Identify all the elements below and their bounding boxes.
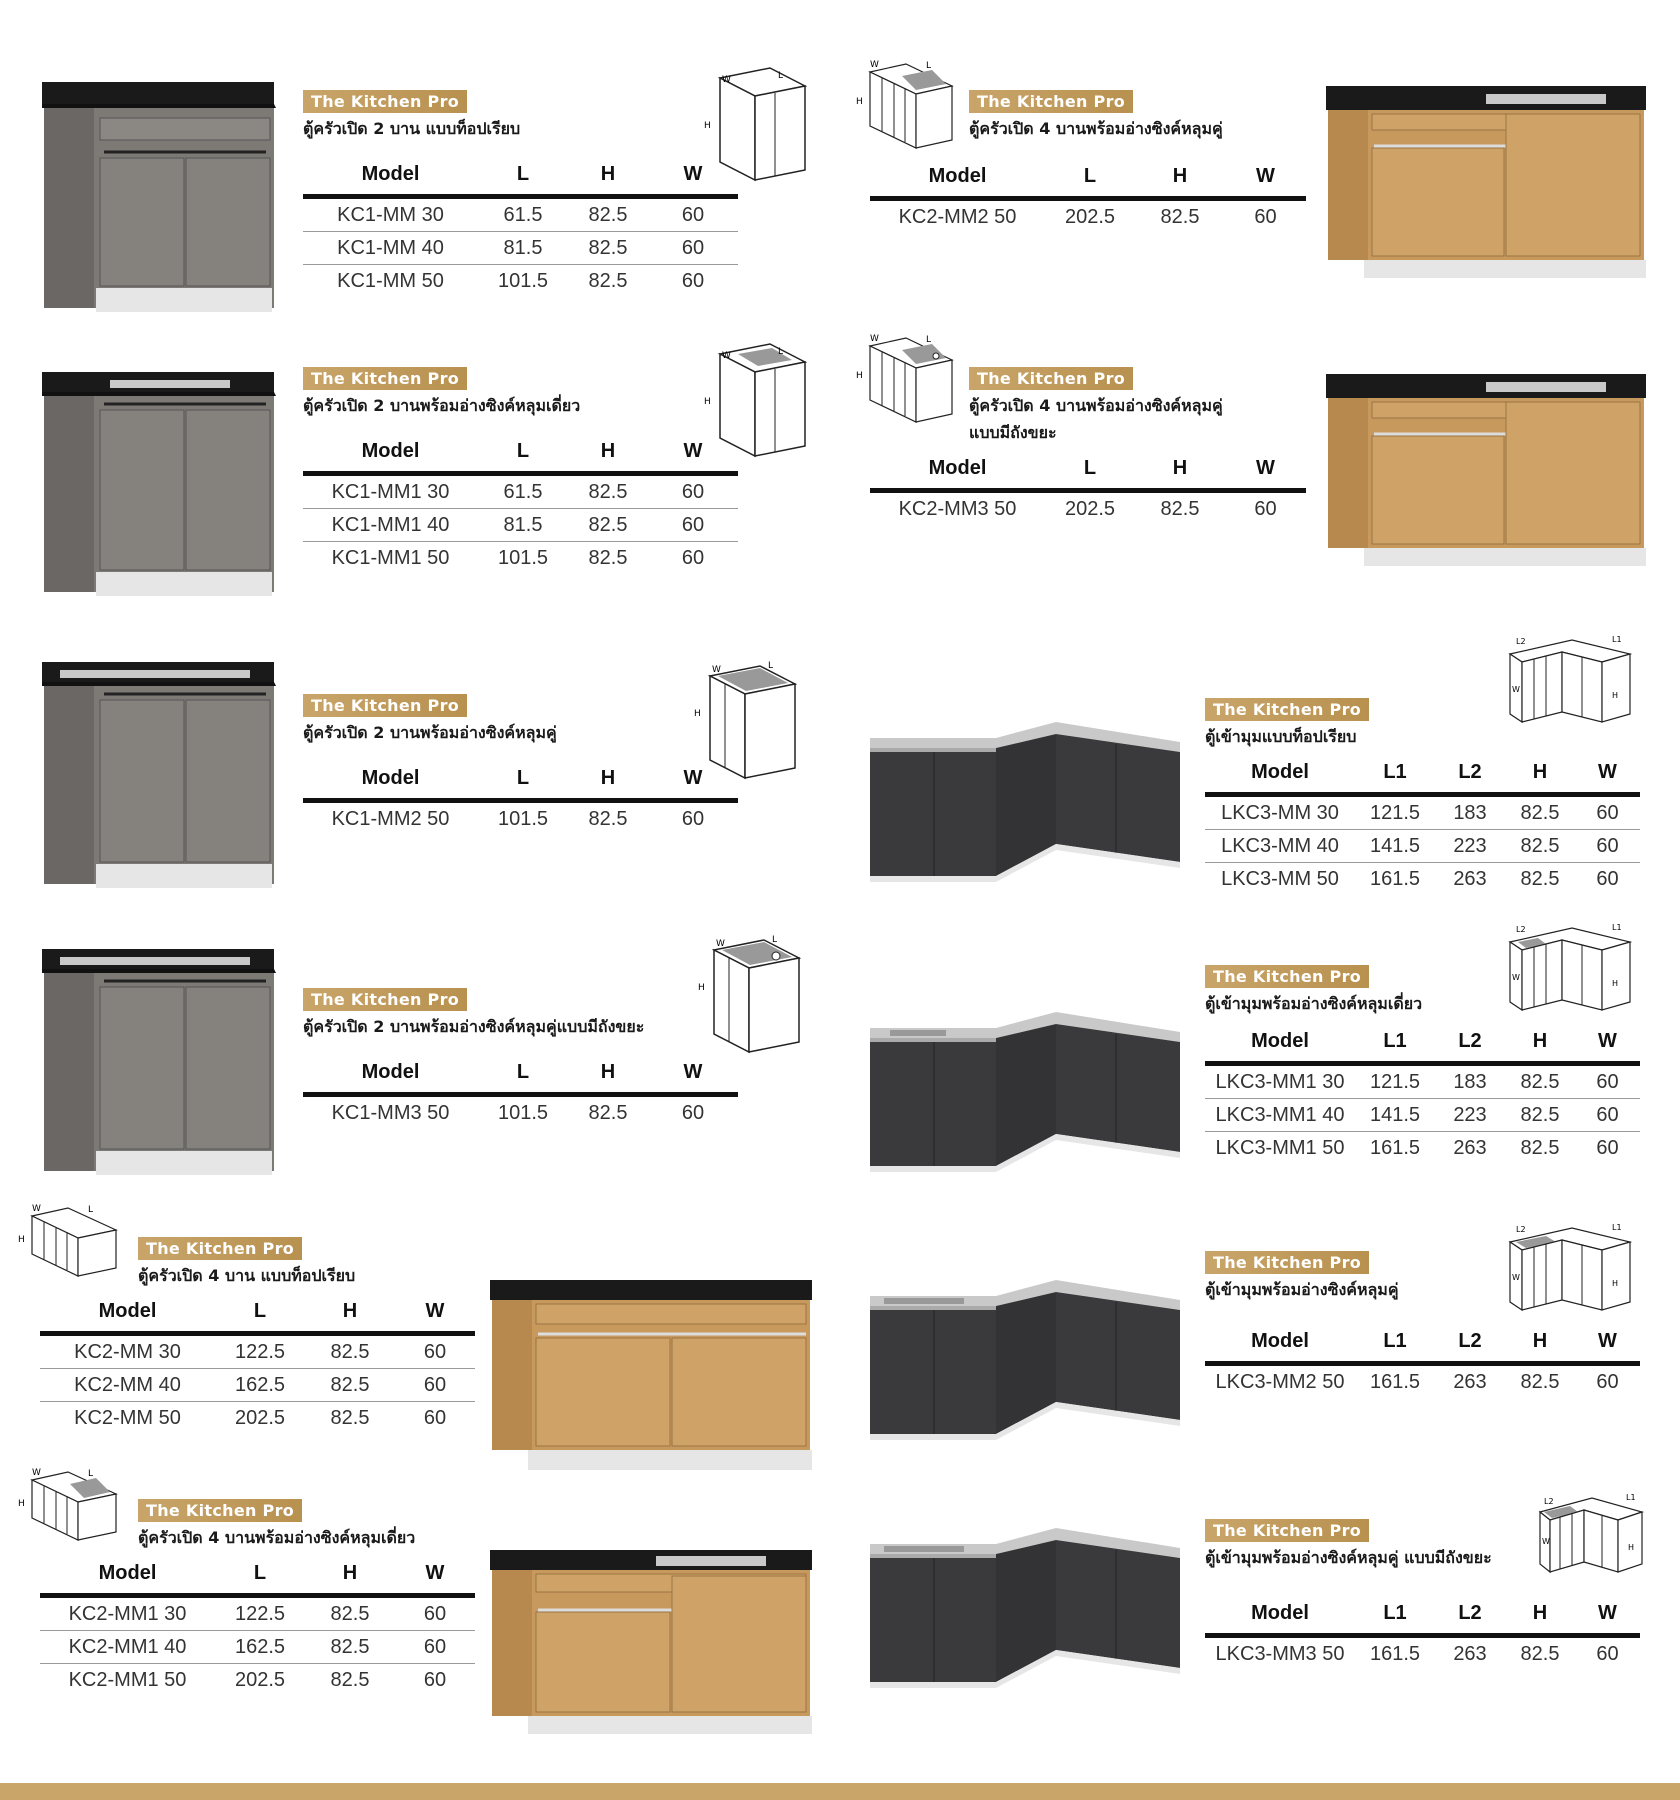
spec-table: Model L H W KC1-MM1 30 61.5 82.5 60 KC1-MM1 40 81.5 82.5 60 KC1-MM1 50 101.5 82.5 60 — [303, 431, 738, 574]
svg-text:H: H — [18, 1499, 25, 1509]
svg-text:L: L — [88, 1205, 94, 1215]
spec-table — [303, 154, 738, 297]
svg-text:L2: L2 — [1544, 1497, 1554, 1506]
table-row: KC2-MM1 30 122.5 82.5 60 — [40, 1596, 475, 1631]
section-kc2-mm1 — [40, 1499, 475, 1696]
svg-text:L: L — [926, 61, 932, 71]
footer-bar — [0, 1783, 1680, 1800]
section-kc1-mm2 — [303, 694, 738, 835]
cabinet-photo-kc2-mm — [488, 1278, 816, 1474]
section-lkc3-mm — [1205, 698, 1640, 895]
header-l: L — [478, 154, 568, 197]
svg-text:L2: L2 — [1516, 925, 1526, 934]
svg-text:L: L — [778, 71, 784, 81]
svg-text:H: H — [704, 121, 711, 131]
svg-text:W: W — [1512, 973, 1520, 982]
svg-text:H: H — [1628, 1543, 1635, 1552]
svg-text:L: L — [926, 335, 932, 345]
svg-text:H: H — [1612, 691, 1619, 700]
brand-label: The Kitchen Pro — [303, 988, 467, 1011]
product-subtitle: ตู้ครัวเปิด 2 บานพร้อมอ่างซิงค์หลุมเดี่ยว — [303, 396, 581, 415]
cabinet-photo-kc2-mm1 — [488, 1548, 816, 1738]
section-kc1-mm — [303, 90, 738, 297]
spec-table: Model L H W KC2-MM1 30 122.5 82.5 60 KC2-MM1 40 162.5 82.5 60 KC2-MM1 50 202.5 82.5 60 — [40, 1553, 475, 1696]
table-row: KC2-MM1 50 202.5 82.5 60 — [68, 1668, 447, 1691]
svg-text:H: H — [18, 1235, 25, 1245]
spec-table: Model L H W KC1-MM2 50 101.5 82.5 60 — [303, 758, 738, 835]
cabinet-photo-kc2-mm2 — [1324, 84, 1650, 280]
cabinet-photo-kc1-mm — [40, 78, 280, 318]
svg-text:H: H — [1612, 1279, 1619, 1288]
section-kc1-mm3 — [303, 988, 738, 1129]
table-row: KC1-MM2 50 101.5 82.5 60 — [331, 807, 705, 830]
table-row: LKC3-MM1 40 141.5 223 82.5 60 — [1205, 1099, 1640, 1132]
cabinet-photo-kc1-mm1 — [40, 368, 280, 600]
product-subtitle-line2: แบบมีถังขยะ — [969, 423, 1057, 442]
brand-label: The Kitchen Pro — [969, 367, 1133, 390]
brand-label: The Kitchen Pro — [303, 90, 467, 113]
product-subtitle: ตู้ครัวเปิด 2 บานพร้อมอ่างซิงค์หลุมคู่ — [303, 723, 557, 742]
section-kc2-mm — [40, 1237, 475, 1434]
product-subtitle: ตู้เข้ามุมแบบท็อปเรียบ — [1205, 727, 1357, 746]
product-subtitle: ตู้เข้ามุมพร้อมอ่างซิงค์หลุมเดี่ยว — [1205, 994, 1423, 1013]
brand-label: The Kitchen Pro — [969, 90, 1133, 113]
spec-table: Model L H W KC2-MM 30 122.5 82.5 60 KC2-MM 40 162.5 82.5 60 KC2-MM 50 202.5 82.5 60 — [40, 1291, 475, 1434]
spec-table: Model L1 L2 H W LKC3-MM1 30 121.5 183 82.5 60 LKC3-MM1 40 141.5 223 82.5 60 LKC3-MM1 50 161.5 263 82.5 60 — [1205, 1021, 1640, 1164]
svg-text:H: H — [856, 371, 863, 381]
section-lkc3-mm2 — [1205, 1251, 1640, 1398]
section-lkc3-mm3 — [1205, 1519, 1640, 1670]
header-h: H — [568, 154, 648, 197]
table-row: KC2-MM2 50 202.5 82.5 60 — [898, 205, 1277, 228]
svg-text:H: H — [694, 709, 701, 719]
product-subtitle: ตู้ครัวเปิด 4 บานพร้อมอ่างซิงค์หลุมคู่ — [969, 396, 1223, 415]
section-lkc3-mm1 — [1205, 965, 1640, 1164]
brand-label: The Kitchen Pro — [1205, 1519, 1369, 1542]
section-kc2-mm2 — [870, 90, 1306, 233]
spec-table: Model L H W KC2-MM3 50 202.5 82.5 60 — [870, 448, 1306, 525]
svg-text:H: H — [704, 397, 711, 407]
product-subtitle: ตู้เข้ามุมพร้อมอ่างซิงค์หลุมคู่ — [1205, 1280, 1399, 1299]
cabinet-photo-kc1-mm3 — [40, 945, 280, 1179]
spec-table: Model L1 L2 H W LKC3-MM3 50 161.5 263 82.5 60 — [1205, 1593, 1640, 1670]
brand-label: The Kitchen Pro — [138, 1237, 302, 1260]
table-row: KC1-MM3 50 101.5 82.5 60 — [331, 1101, 705, 1124]
svg-text:L: L — [772, 935, 778, 945]
table-row: LKC3-MM1 50 161.5 263 82.5 60 — [1215, 1136, 1619, 1159]
svg-text:L1: L1 — [1626, 1493, 1636, 1502]
svg-text:L1: L1 — [1612, 635, 1622, 644]
svg-text:H: H — [1612, 979, 1619, 988]
table-row: KC2-MM 40 162.5 82.5 60 — [40, 1369, 475, 1402]
table-row: LKC3-MM 30 121.5 183 82.5 60 — [1205, 795, 1640, 830]
spec-table: Model L H W KC2-MM2 50 202.5 82.5 60 — [870, 156, 1306, 233]
svg-text:W: W — [1542, 1537, 1550, 1546]
table-row: KC2-MM3 50 202.5 82.5 60 — [898, 497, 1277, 520]
table-row: KC1-MM 50 101.5 82.5 60 — [337, 269, 705, 292]
table-row: LKC3-MM2 50 161.5 263 82.5 60 — [1215, 1370, 1619, 1393]
brand-label: The Kitchen Pro — [1205, 698, 1369, 721]
brand-label: The Kitchen Pro — [1205, 1251, 1369, 1274]
product-subtitle: ตู้ครัวเปิด 4 บานพร้อมอ่างซิงค์หลุมเดี่ยว — [138, 1528, 416, 1547]
spec-table: Model L H W KC1-MM3 50 101.5 82.5 60 — [303, 1052, 738, 1129]
table-row: KC2-MM 50 202.5 82.5 60 — [74, 1406, 447, 1429]
section-kc1-mm1 — [303, 367, 738, 574]
svg-text:W: W — [32, 1204, 41, 1214]
svg-text:W: W — [1512, 1273, 1520, 1282]
svg-text:W: W — [1512, 685, 1520, 694]
svg-text:L1: L1 — [1612, 1223, 1622, 1232]
table-row: KC1-MM1 30 61.5 82.5 60 — [303, 474, 738, 509]
svg-text:H: H — [698, 983, 705, 993]
svg-text:L: L — [88, 1469, 94, 1479]
svg-text:W: W — [722, 351, 731, 361]
svg-text:W: W — [716, 939, 725, 949]
cabinet-photo-kc2-mm3 — [1324, 372, 1650, 568]
corner-cabinet-photo-lkc3-mm3 — [866, 1526, 1184, 1690]
table-row: KC1-MM1 50 101.5 82.5 60 — [331, 546, 705, 569]
table-row: LKC3-MM3 50 161.5 263 82.5 60 — [1215, 1642, 1619, 1665]
table-row: LKC3-MM 40 141.5 223 82.5 60 — [1205, 830, 1640, 863]
brand-label: The Kitchen Pro — [1205, 965, 1369, 988]
brand-label: The Kitchen Pro — [138, 1499, 302, 1522]
svg-text:L1: L1 — [1612, 923, 1622, 932]
svg-text:L2: L2 — [1516, 1225, 1526, 1234]
svg-text:W: W — [722, 75, 731, 85]
svg-text:W: W — [870, 334, 879, 344]
section-kc2-mm3 — [870, 367, 1306, 525]
svg-text:W: W — [870, 60, 879, 70]
brand-label: The Kitchen Pro — [303, 694, 467, 717]
header-model: Model — [303, 154, 478, 197]
product-subtitle: ตู้ครัวเปิด 2 บานพร้อมอ่างซิงค์หลุมคู่แบบมีถังขยะ — [303, 1017, 645, 1036]
table-row: KC2-MM1 40 162.5 82.5 60 — [40, 1631, 475, 1664]
header-w: W — [648, 154, 738, 197]
table-row: KC2-MM 30 122.5 82.5 60 — [40, 1334, 475, 1369]
spec-table: Model L1 L2 H W LKC3-MM2 50 161.5 263 82.5 60 — [1205, 1321, 1640, 1398]
table-row: LKC3-MM1 30 121.5 183 82.5 60 — [1205, 1064, 1640, 1099]
svg-text:L: L — [778, 347, 784, 357]
brand-label: The Kitchen Pro — [303, 367, 467, 390]
svg-text:L: L — [768, 661, 774, 671]
product-subtitle: ตู้ครัวเปิด 4 บาน แบบท็อปเรียบ — [138, 1266, 356, 1285]
product-subtitle: ตู้เข้ามุมพร้อมอ่างซิงค์หลุมคู่ แบบมีถังขยะ — [1205, 1548, 1492, 1567]
svg-text:L2: L2 — [1516, 637, 1526, 646]
product-subtitle: ตู้ครัวเปิด 2 บาน แบบท็อปเรียบ — [303, 119, 521, 138]
table-row: LKC3-MM 50 161.5 263 82.5 60 — [1221, 867, 1619, 890]
corner-cabinet-photo-lkc3-mm2 — [866, 1278, 1184, 1442]
table-row: KC1-MM 40 81.5 82.5 60 — [303, 232, 738, 265]
svg-text:W: W — [32, 1468, 41, 1478]
table-row: KC1-MM 30 61.5 82.5 60 — [303, 197, 738, 232]
spec-table: Model L1 L2 H W LKC3-MM 30 121.5 183 82.5 60 LKC3-MM 40 141.5 223 82.5 60 LKC3-MM 50 161.5 263 82.5 60 — [1205, 752, 1640, 895]
svg-text:W: W — [712, 665, 721, 675]
product-subtitle: ตู้ครัวเปิด 4 บานพร้อมอ่างซิงค์หลุมคู่ — [969, 119, 1223, 138]
svg-text:H: H — [856, 97, 863, 107]
cabinet-photo-kc1-mm2 — [40, 658, 280, 892]
corner-cabinet-photo-lkc3-mm1 — [866, 1010, 1184, 1174]
corner-cabinet-photo-lkc3-mm — [866, 720, 1184, 884]
table-row: KC1-MM1 40 81.5 82.5 60 — [303, 509, 738, 542]
